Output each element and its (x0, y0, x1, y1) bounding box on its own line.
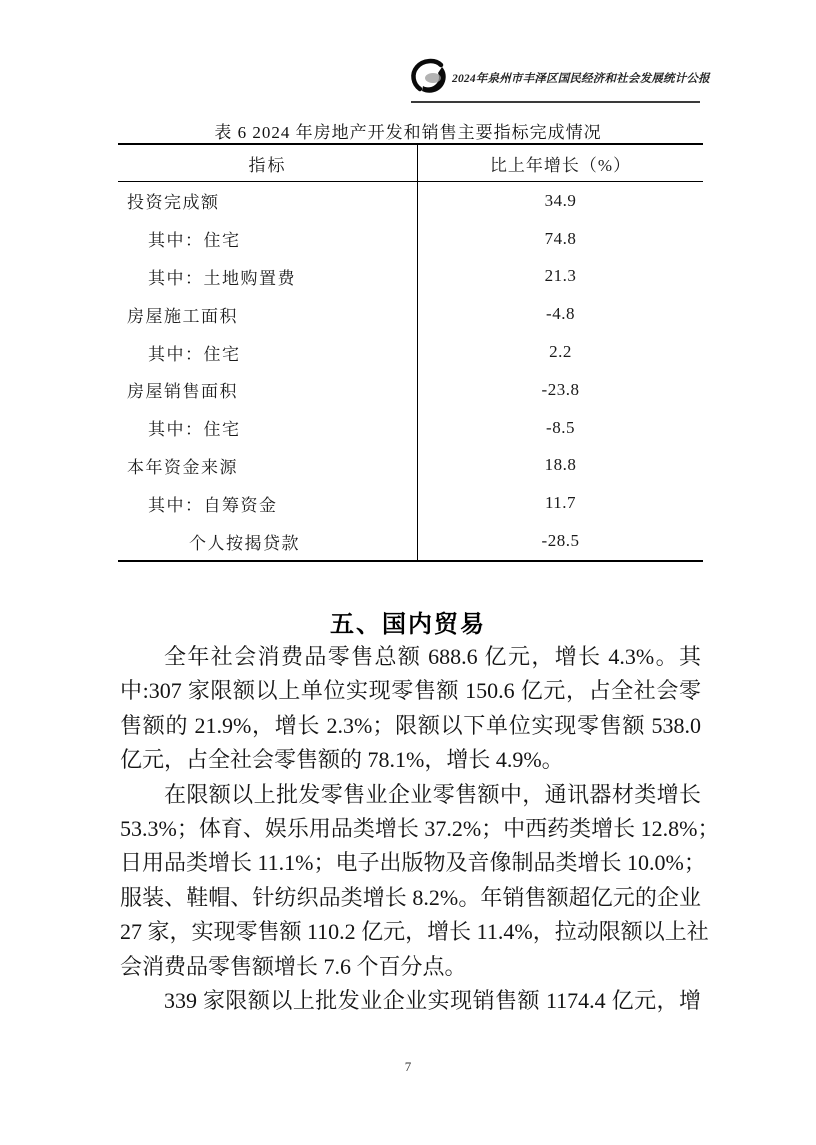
text-line: 亿元，占全社会零售额的 78.1%，增长 4.9%。 (120, 747, 564, 773)
header-title: 2024年泉州市丰泽区国民经济和社会发展统计公报 (452, 73, 710, 85)
row-label: 房屋施工面积 (118, 295, 418, 333)
row-label: 其中：住宅 (118, 220, 418, 258)
table-row (118, 220, 703, 258)
column-header-indicator: 指标 (118, 145, 418, 181)
table-row (118, 447, 703, 485)
table-row (118, 484, 703, 522)
text-line: 全年社会消费品零售总额 688.6 亿元，增长 4.3%。其 (164, 644, 701, 669)
row-label: 其中：土地购置费 (118, 258, 418, 296)
body-text (120, 640, 720, 1018)
table-row (118, 371, 703, 409)
header-underline (411, 101, 700, 103)
page-number: 7 (404, 1059, 412, 1074)
row-label: 其中：住宅 (118, 409, 418, 447)
row-value: 74.8 (544, 228, 577, 248)
row-value: 21.3 (544, 266, 577, 286)
table-row (118, 295, 703, 333)
table-row (118, 409, 703, 447)
text-line: 日用品类增长 11.1%；电子出版物及音像制品类增长 10.0%； (120, 850, 706, 876)
org-logo-icon (408, 58, 452, 96)
table-row (118, 258, 703, 296)
section-heading: 五、国内贸易 (330, 611, 486, 638)
column-header-growth: 比上年增长（%） (489, 155, 632, 175)
text-line: 27 家，实现零售额 110.2 亿元，增长 11.4%，拉动限额以上社 (120, 919, 709, 945)
row-value: -23.8 (541, 379, 580, 399)
row-value: -28.5 (541, 531, 580, 551)
row-label: 其中：住宅 (118, 333, 418, 371)
page-header (408, 56, 710, 100)
row-value: -4.8 (546, 304, 575, 324)
text-line: 在限额以上批发零售业企业零售额中，通讯器材类增长 (164, 781, 701, 807)
text-line: 53.3%；体育、娱乐用品类增长 37.2%；中西药类增长 12.8%； (120, 815, 720, 841)
table-row (118, 333, 703, 371)
table6 (118, 143, 703, 562)
table-row (118, 182, 703, 220)
row-label: 其中：自筹资金 (118, 484, 418, 522)
row-value: 34.9 (544, 190, 577, 210)
table-row (118, 522, 703, 560)
row-value: -8.5 (546, 417, 575, 437)
row-label: 房屋销售面积 (118, 371, 418, 409)
row-value: 11.7 (544, 493, 577, 513)
row-label: 个人按揭贷款 (118, 522, 418, 560)
table6-title: 表 6 2024 年房地产开发和销售主要指标完成情况 (214, 123, 602, 142)
row-label: 本年资金来源 (118, 447, 418, 485)
row-value: 18.8 (544, 455, 577, 475)
text-line: 会消费品零售额增长 7.6 个百分点。 (120, 953, 467, 979)
text-line: 服装、鞋帽、针纺织品类增长 8.2%。年销售额超亿元的企业 (120, 884, 701, 910)
table6-header-row (118, 145, 703, 182)
row-value: 2.2 (549, 342, 572, 362)
text-line: 售额的 21.9%，增长 2.3%；限额以下单位实现零售额 538.0 (120, 712, 701, 738)
row-label: 投资完成额 (118, 182, 418, 220)
text-line: 339 家限额以上批发业企业实现销售额 1174.4 亿元，增 (164, 987, 701, 1013)
text-line: 中:307 家限额以上单位实现零售额 150.6 亿元，占全社会零 (120, 678, 701, 704)
